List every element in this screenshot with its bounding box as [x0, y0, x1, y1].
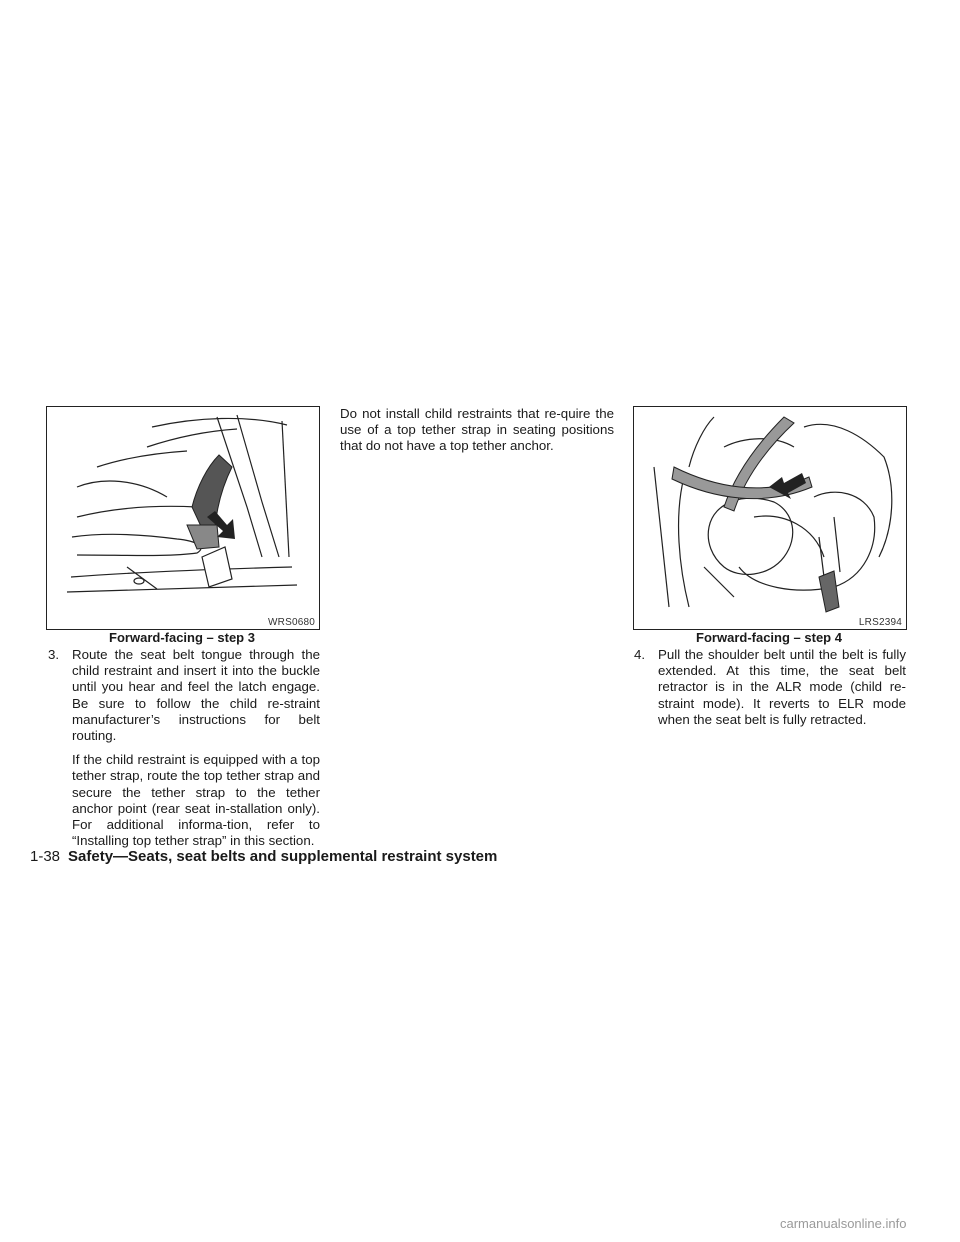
figure-step-4 [633, 406, 907, 630]
step-text: Pull the shoulder belt until the belt is fully extended. At this time, the seat belt retractor is in the ALR mode (child re-straint mode). It reverts to ELR mode when the seat belt is fully retracted. [658, 647, 906, 727]
step-4 [634, 647, 906, 728]
top-tether-warning: Do not install child restraints that re-quire the use of a top tether strap in seating positions that do not have a top tether anchor. [340, 406, 614, 454]
figure-caption-step-4: Forward-facing – step 4 [696, 630, 842, 645]
step-number: 3. [48, 647, 60, 662]
step-number: 4. [634, 647, 646, 662]
figure-code: WRS0680 [268, 617, 315, 628]
step-3 [48, 647, 320, 849]
illustration-belt-tongue-routing [47, 407, 319, 629]
section-title: Safety—Seats, seat belts and supplemental restraint system [68, 848, 498, 865]
figure-code: LRS2394 [858, 617, 902, 628]
step-note: If the child restraint is equipped with a top tether strap, route the top tether strap and secure the tether strap to the tether anchor point (rear seat in-stallation only). For additional informa-tion, refer to “Installing top tether strap” in this section. [72, 752, 320, 849]
illustration-shoulder-belt-pull [634, 407, 906, 629]
figure-step-3 [46, 406, 320, 630]
watermark: carmanualsonline.info [780, 1216, 907, 1231]
step-text: Route the seat belt tongue through the child restraint and insert it into the buckle until you hear and feel the latch engage. Be sure to follow the child re-straint manufacturer’s instructions for belt routing. [72, 647, 320, 744]
page-number: 1-38 [30, 848, 61, 865]
figure-caption-step-3: Forward-facing – step 3 [109, 630, 255, 645]
page-footer [30, 848, 497, 865]
